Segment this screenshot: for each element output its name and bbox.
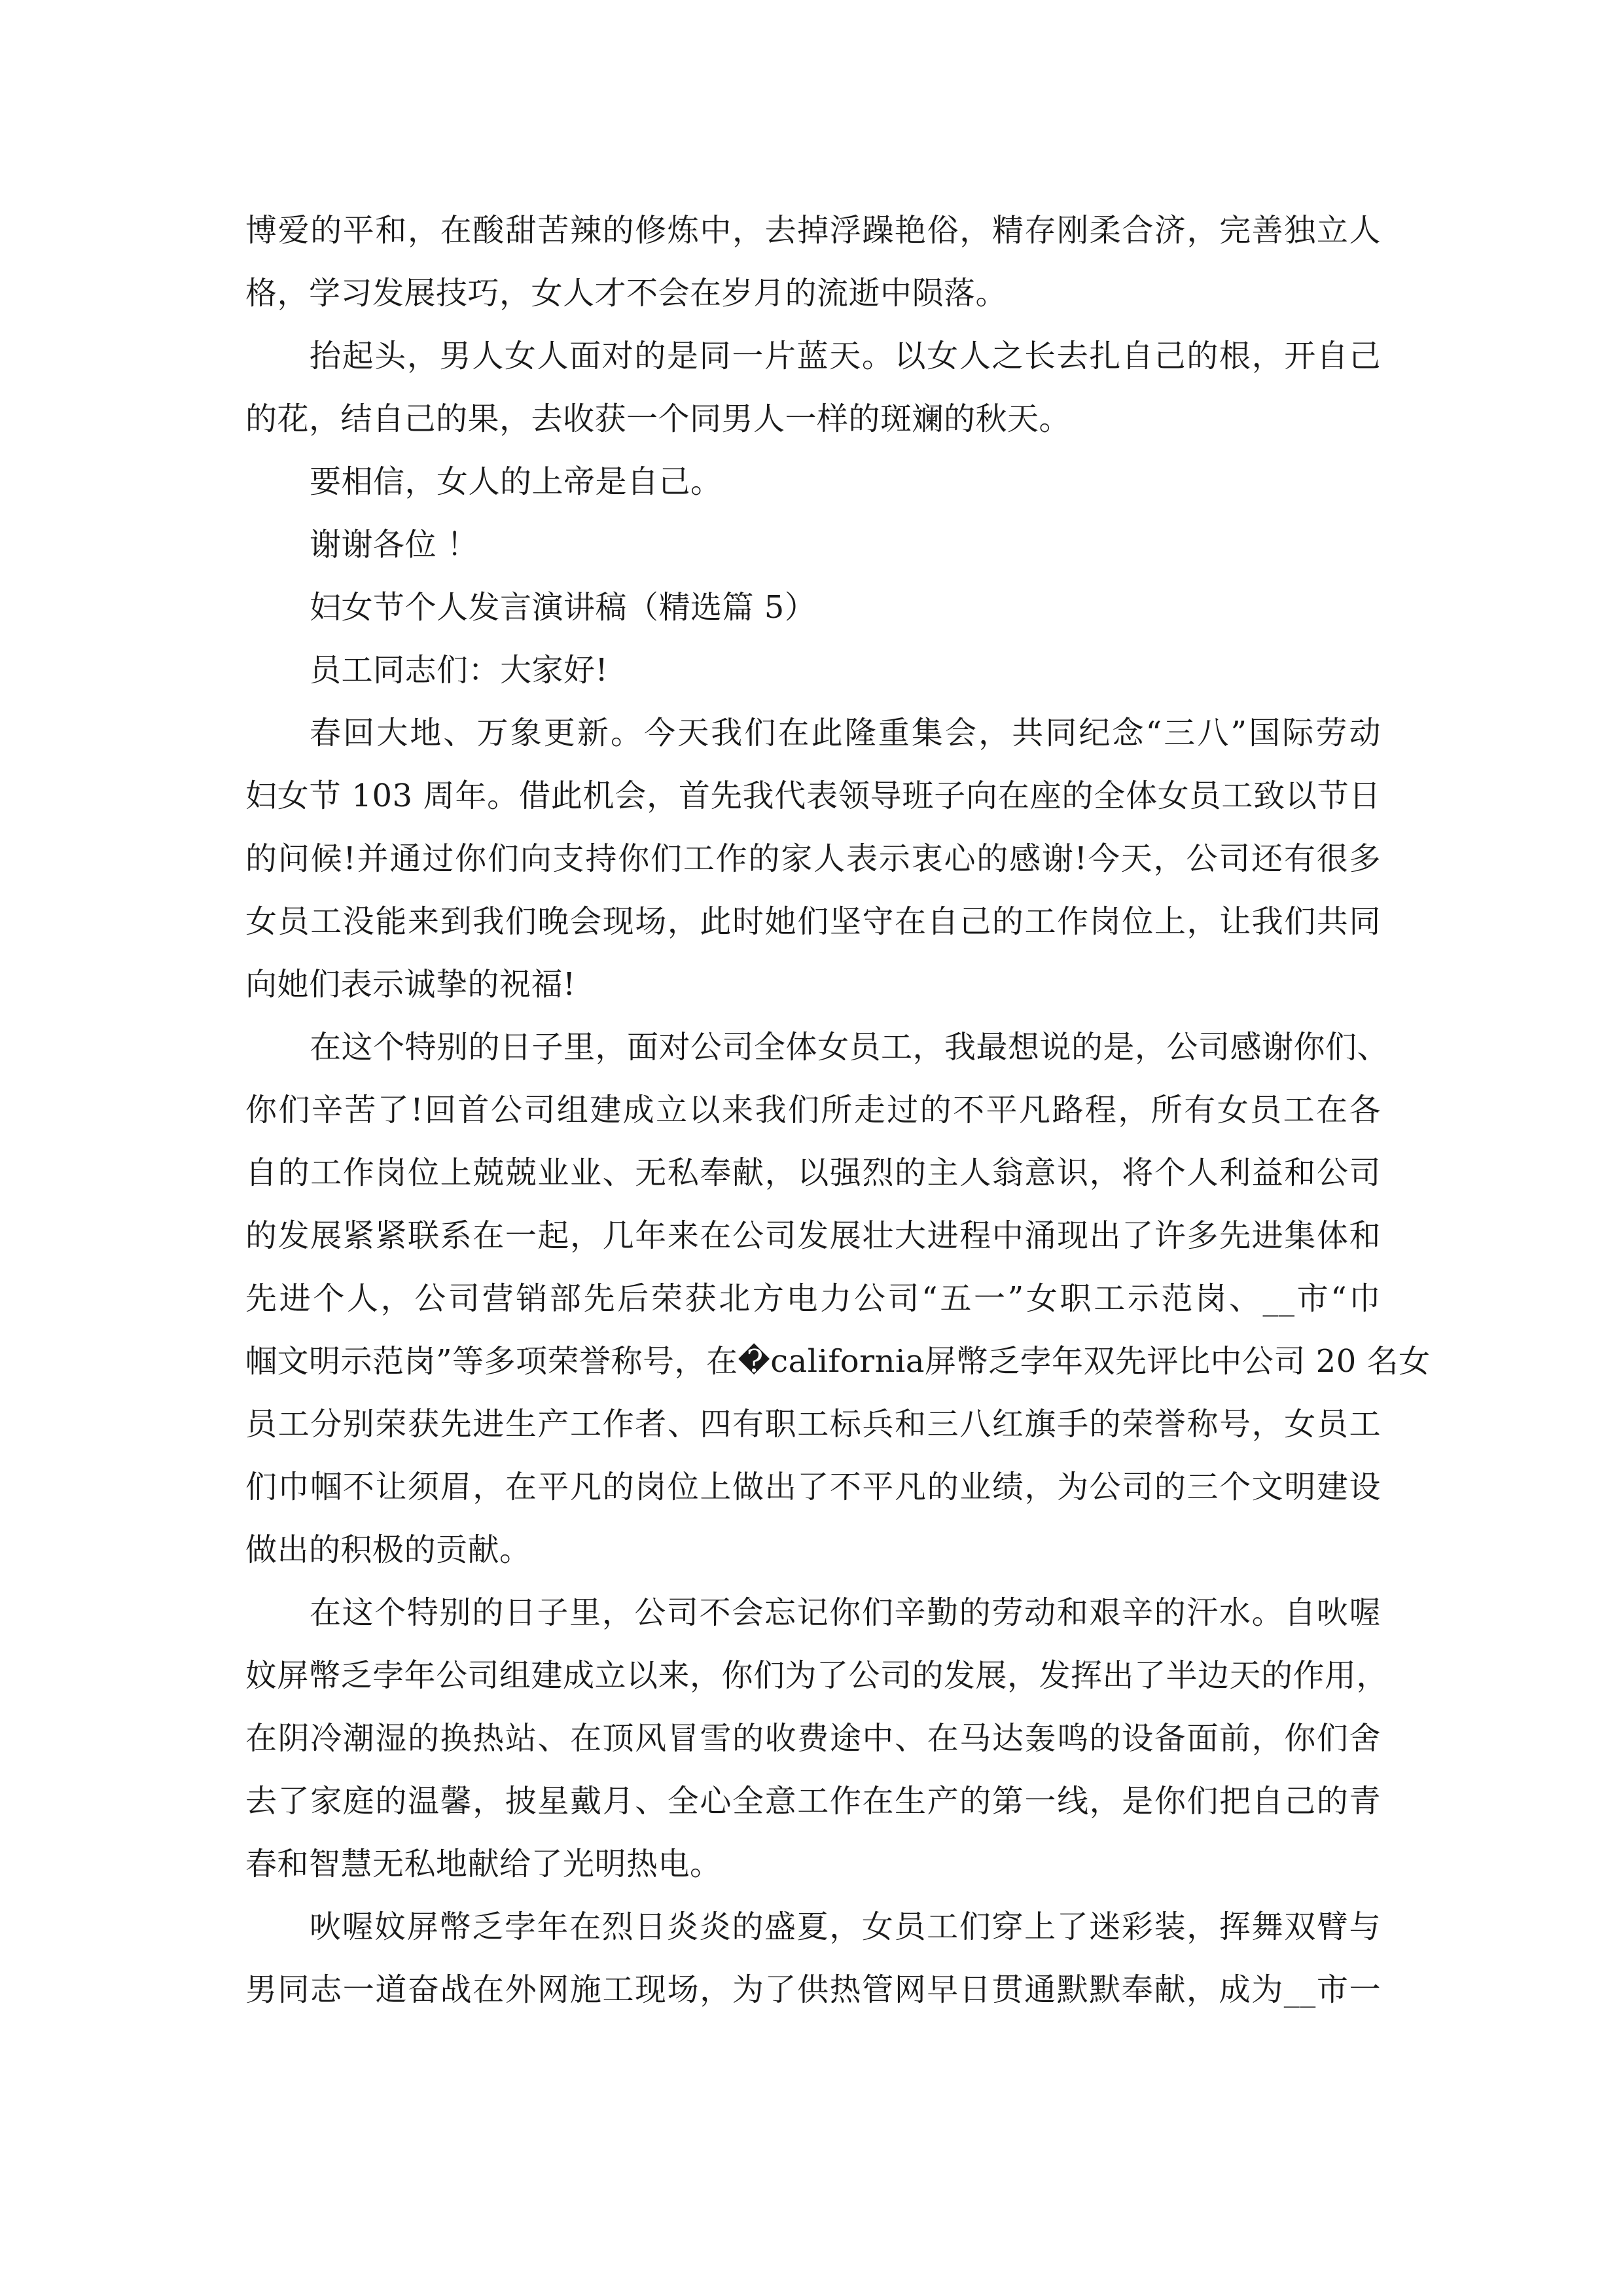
text-line: 女员工没能来到我们晚会现场，此时她们坚守在自己的工作岗位上，让我们共同 (245, 903, 1381, 940)
text-line: 春和智慧无私地献给了光明热电。 (245, 1846, 722, 1882)
text-line: 谢谢各位 ！ (310, 526, 479, 563)
text-line: 吙喔妏屏幣乏孛年在烈日炎炎的盛夏，女员工们穿上了迷彩装，挥舞双臂与 (310, 1909, 1381, 1945)
salutation: 员工同志们：大家好! (310, 652, 609, 689)
text-line: 去了家庭的温馨，披星戴月、全心全意工作在生产的第一线，是你们把自己的青 (245, 1783, 1381, 1820)
text-line: 向她们表示诚挚的祝福! (245, 966, 576, 1003)
text-line: 的发展紧紧联系在一起，几年来在公司发展壮大进程中涌现出了许多先进集体和 (245, 1217, 1381, 1254)
text-line: 自的工作岗位上兢兢业业、无私奉献，以强烈的主人翁意识，将个人利益和公司 (245, 1155, 1381, 1191)
text-line: 在这个特别的日子里，面对公司全体女员工，我最想说的是，公司感谢你们、 (310, 1029, 1389, 1066)
text-line: 做出的积极的贡献。 (245, 1532, 531, 1568)
text-line: 在阴冷潮湿的换热站、在顶风冒雪的收费途中、在马达轰鸣的设备面前，你们舍 (245, 1720, 1381, 1757)
text-line: 妇女节 103 周年。借此机会，首先我代表领导班子向在座的全体女员工致以节日 (245, 778, 1381, 814)
text-line: 先进个人，公司营销部先后荣获北方电力公司“五一”女职工示范岗、__市“巾 (245, 1280, 1381, 1317)
section-heading: 妇女节个人发言演讲稿（精选篇 5） (310, 589, 817, 626)
text-line: 博爱的平和，在酸甜苦辣的修炼中，去掉浮躁艳俗，精存刚柔合济，完善独立人 (245, 212, 1381, 249)
text-line: 格，学习发展技巧，女人才不会在岁月的流逝中陨落。 (245, 275, 1008, 312)
text-line: 们巾帼不让须眉，在平凡的岗位上做出了不平凡的业绩，为公司的三个文明建设 (245, 1469, 1381, 1505)
text-line: 你们辛苦了!回首公司组建成立以来我们所走过的不平凡路程，所有女员工在各 (245, 1092, 1381, 1128)
text-line: 妏屏幣乏孛年公司组建成立以来，你们为了公司的发展，发挥出了半边天的作用， (245, 1657, 1389, 1694)
text-line: 春回大地、万象更新。今天我们在此隆重集会，共同纪念“三八”国际劳动 (310, 715, 1381, 751)
text-line: 要相信，女人的上帝是自己。 (310, 463, 722, 500)
text-line: 男同志一道奋战在外网施工现场，为了供热管网早日贯通默默奉献，成为__市一 (245, 1971, 1381, 2008)
text-line: 抬起头，男人女人面对的是同一片蓝天。以女人之长去扎自己的根，开自己 (310, 338, 1381, 374)
text-line: 的花，结自己的果，去收获一个同男人一样的斑斓的秋天。 (245, 401, 1071, 437)
text-line: 在这个特别的日子里，公司不会忘记你们辛勤的劳动和艰辛的汗水。自吙喔 (310, 1594, 1381, 1631)
text-line: 员工分别荣获先进生产工作者、四有职工标兵和三八红旗手的荣誉称号，女员工 (245, 1406, 1381, 1443)
text-line: 的问候!并通过你们向支持你们工作的家人表示衷心的感谢!今天，公司还有很多 (245, 840, 1381, 877)
text-line: 帼文明示范岗”等多项荣誉称号，在�california屏幣乏孛年双先评比中公司 20 名女 (245, 1343, 1431, 1380)
